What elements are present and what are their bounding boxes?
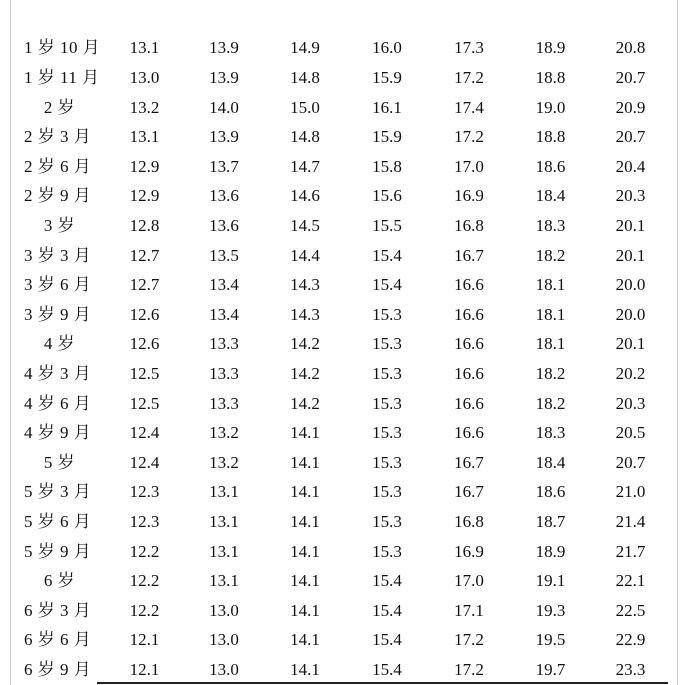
age-cell: 2 岁 3 月 xyxy=(24,127,92,147)
value-cell: 20.4 xyxy=(615,156,646,176)
age-cell: 5 岁 xyxy=(43,452,76,472)
table-row xyxy=(14,299,670,329)
value-cell: 13.1 xyxy=(209,482,239,502)
value-cell: 20.3 xyxy=(615,186,646,206)
age-cell: 1 岁 11 月 xyxy=(24,67,100,87)
value-cell: 20.0 xyxy=(615,304,646,324)
value-cell: 17.4 xyxy=(454,97,484,117)
value-cell: 23.3 xyxy=(615,660,646,680)
value-cell: 20.5 xyxy=(615,423,646,443)
value-cell: 13.3 xyxy=(209,364,239,383)
value-cell: 13.4 xyxy=(209,304,239,324)
table-row xyxy=(14,655,670,685)
value-cell: 12.8 xyxy=(129,215,160,235)
value-cell: 13.0 xyxy=(209,600,239,620)
value-cell: 15.3 xyxy=(372,334,402,354)
value-cell: 14.7 xyxy=(290,156,320,176)
value-cell: 14.1 xyxy=(290,482,320,502)
value-cell: 13.3 xyxy=(209,393,239,413)
growth-reference-table xyxy=(14,33,670,684)
value-cell: 15.9 xyxy=(372,67,402,87)
value-cell: 16.6 xyxy=(454,334,484,354)
age-cell: 4 岁 6 月 xyxy=(24,393,92,413)
value-cell: 13.0 xyxy=(209,630,239,650)
value-cell: 12.6 xyxy=(129,304,160,324)
value-cell: 16.1 xyxy=(372,97,402,117)
value-cell: 14.1 xyxy=(290,600,320,620)
value-cell: 22.5 xyxy=(615,600,646,620)
value-cell: 18.9 xyxy=(535,38,566,58)
table-row xyxy=(14,63,670,93)
value-cell: 16.7 xyxy=(454,245,484,265)
value-cell: 14.6 xyxy=(290,186,320,206)
value-cell: 19.5 xyxy=(535,630,566,650)
value-cell: 12.1 xyxy=(129,630,160,650)
value-cell: 15.3 xyxy=(372,423,402,443)
value-cell: 15.4 xyxy=(372,600,402,620)
value-cell: 12.3 xyxy=(129,512,160,532)
value-cell: 17.2 xyxy=(454,67,484,87)
value-cell: 15.6 xyxy=(372,186,402,206)
value-cell: 16.6 xyxy=(454,393,484,413)
value-cell: 14.8 xyxy=(290,127,320,147)
value-cell: 14.9 xyxy=(290,38,320,58)
value-cell: 16.9 xyxy=(454,541,484,561)
age-cell: 5 岁 6 月 xyxy=(24,512,92,532)
age-cell: 2 岁 9 月 xyxy=(24,186,92,206)
value-cell: 13.2 xyxy=(209,452,239,472)
age-cell: 4 岁 9 月 xyxy=(24,423,92,443)
value-cell: 13.9 xyxy=(209,127,239,147)
value-cell: 14.1 xyxy=(290,423,320,443)
value-cell: 14.1 xyxy=(290,541,320,561)
table-row xyxy=(14,151,670,181)
value-cell: 17.3 xyxy=(454,38,484,58)
age-cell: 4 岁 xyxy=(43,334,76,354)
value-cell: 14.1 xyxy=(290,660,320,680)
value-cell: 12.2 xyxy=(129,600,160,620)
value-cell: 13.0 xyxy=(129,67,160,87)
value-cell: 15.3 xyxy=(372,482,402,502)
table-bottom-rule xyxy=(97,682,668,684)
value-cell: 14.5 xyxy=(290,215,320,235)
value-cell: 18.1 xyxy=(535,275,566,295)
value-cell: 14.1 xyxy=(290,452,320,472)
value-cell: 16.6 xyxy=(454,423,484,443)
value-cell: 14.3 xyxy=(290,304,320,324)
value-cell: 12.2 xyxy=(129,571,160,591)
value-cell: 15.3 xyxy=(372,512,402,532)
value-cell: 20.9 xyxy=(615,97,646,117)
value-cell: 18.4 xyxy=(535,186,566,206)
value-cell: 14.2 xyxy=(290,334,320,354)
age-cell: 3 岁 9 月 xyxy=(24,304,92,324)
value-cell: 18.7 xyxy=(535,512,566,532)
table-row xyxy=(14,240,670,270)
table-row xyxy=(14,536,670,566)
value-cell: 17.0 xyxy=(454,156,484,176)
value-cell: 20.3 xyxy=(615,393,646,413)
value-cell: 14.4 xyxy=(290,245,320,265)
value-cell: 12.4 xyxy=(129,452,160,472)
value-cell: 13.1 xyxy=(209,571,239,591)
table-row xyxy=(14,596,670,626)
value-cell: 18.8 xyxy=(535,67,566,87)
value-cell: 16.8 xyxy=(454,215,484,235)
table-row xyxy=(14,211,670,241)
age-cell: 3 岁 6 月 xyxy=(24,275,92,295)
value-cell: 20.1 xyxy=(615,334,646,354)
value-cell: 17.2 xyxy=(454,630,484,650)
value-cell: 18.2 xyxy=(535,245,566,265)
value-cell: 13.1 xyxy=(129,38,160,58)
table-row xyxy=(14,448,670,478)
value-cell: 17.1 xyxy=(454,600,484,620)
table-row xyxy=(14,566,670,596)
age-cell: 5 岁 3 月 xyxy=(24,482,92,502)
age-cell: 1 岁 10 月 xyxy=(24,38,101,58)
value-cell: 13.1 xyxy=(129,127,160,147)
value-cell: 18.9 xyxy=(535,541,566,561)
value-cell: 19.3 xyxy=(535,600,566,620)
value-cell: 13.7 xyxy=(209,156,239,176)
value-cell: 18.6 xyxy=(535,482,566,502)
table-row xyxy=(14,33,670,63)
age-cell: 2 岁 6 月 xyxy=(24,156,92,176)
value-cell: 14.3 xyxy=(290,275,320,295)
value-cell: 16.0 xyxy=(372,38,402,58)
age-cell: 6 岁 6 月 xyxy=(24,630,92,650)
value-cell: 18.3 xyxy=(535,423,566,443)
value-cell: 16.9 xyxy=(454,186,484,206)
value-cell: 13.3 xyxy=(209,334,239,354)
value-cell: 15.4 xyxy=(372,660,402,680)
value-cell: 16.6 xyxy=(454,364,484,383)
value-cell: 15.3 xyxy=(372,452,402,472)
value-cell: 20.1 xyxy=(615,215,646,235)
value-cell: 20.0 xyxy=(615,275,646,295)
age-cell: 2 岁 xyxy=(43,97,76,117)
value-cell: 12.3 xyxy=(129,482,160,502)
value-cell: 15.4 xyxy=(372,630,402,650)
value-cell: 20.7 xyxy=(615,127,646,147)
value-cell: 15.4 xyxy=(372,571,402,591)
value-cell: 20.7 xyxy=(615,452,646,472)
value-cell: 18.1 xyxy=(535,304,566,324)
value-cell: 12.4 xyxy=(129,423,160,443)
value-cell: 20.1 xyxy=(615,245,646,265)
value-cell: 19.0 xyxy=(535,97,566,117)
value-cell: 12.1 xyxy=(129,660,160,680)
value-cell: 13.1 xyxy=(209,512,239,532)
value-cell: 20.7 xyxy=(615,67,646,87)
value-cell: 13.9 xyxy=(209,38,239,58)
value-cell: 14.2 xyxy=(290,393,320,413)
value-cell: 18.6 xyxy=(535,156,566,176)
table-row xyxy=(14,388,670,418)
value-cell: 13.6 xyxy=(209,186,239,206)
value-cell: 19.1 xyxy=(535,571,566,591)
value-cell: 12.6 xyxy=(129,334,160,354)
value-cell: 12.5 xyxy=(129,393,160,413)
value-cell: 17.0 xyxy=(454,571,484,591)
value-cell: 13.4 xyxy=(209,275,239,295)
table-row xyxy=(14,507,670,537)
value-cell: 16.6 xyxy=(454,275,484,295)
value-cell: 18.3 xyxy=(535,215,566,235)
value-cell: 17.2 xyxy=(454,660,484,680)
age-cell: 6 岁 3 月 xyxy=(24,600,92,620)
table-row xyxy=(14,625,670,655)
table-row xyxy=(14,477,670,507)
table-row xyxy=(14,329,670,359)
value-cell: 12.7 xyxy=(129,275,160,295)
value-cell: 16.6 xyxy=(454,304,484,324)
table-body xyxy=(14,33,670,684)
value-cell: 15.0 xyxy=(290,97,320,117)
value-cell: 14.0 xyxy=(209,97,239,117)
table-row xyxy=(14,181,670,211)
age-cell: 3 岁 3 月 xyxy=(24,245,92,265)
value-cell: 14.2 xyxy=(290,364,320,383)
value-cell: 16.7 xyxy=(454,482,484,502)
value-cell: 16.7 xyxy=(454,452,484,472)
value-cell: 18.1 xyxy=(535,334,566,354)
value-cell: 20.2 xyxy=(615,364,646,383)
value-cell: 14.1 xyxy=(290,512,320,532)
value-cell: 18.8 xyxy=(535,127,566,147)
value-cell: 14.1 xyxy=(290,630,320,650)
value-cell: 15.3 xyxy=(372,364,402,383)
value-cell: 20.8 xyxy=(615,38,646,58)
value-cell: 15.4 xyxy=(372,275,402,295)
value-cell: 22.1 xyxy=(615,571,646,591)
age-cell: 6 岁 xyxy=(43,571,76,591)
age-cell: 4 岁 3 月 xyxy=(24,364,92,383)
age-cell: 3 岁 xyxy=(43,215,76,235)
table-row xyxy=(14,270,670,300)
table-row xyxy=(14,92,670,122)
table-row xyxy=(14,359,670,389)
value-cell: 21.7 xyxy=(615,541,646,561)
table-row xyxy=(14,122,670,152)
age-cell: 5 岁 9 月 xyxy=(24,541,92,561)
value-cell: 13.5 xyxy=(209,245,239,265)
value-cell: 15.3 xyxy=(372,304,402,324)
value-cell: 21.4 xyxy=(615,512,646,532)
value-cell: 15.5 xyxy=(372,215,402,235)
value-cell: 14.1 xyxy=(290,571,320,591)
value-cell: 18.2 xyxy=(535,393,566,413)
value-cell: 12.2 xyxy=(129,541,160,561)
value-cell: 15.3 xyxy=(372,541,402,561)
value-cell: 13.6 xyxy=(209,215,239,235)
value-cell: 13.2 xyxy=(129,97,160,117)
value-cell: 15.8 xyxy=(372,156,402,176)
value-cell: 14.8 xyxy=(290,67,320,87)
value-cell: 15.9 xyxy=(372,127,402,147)
value-cell: 12.9 xyxy=(129,156,160,176)
age-cell: 6 岁 9 月 xyxy=(24,660,92,680)
value-cell: 21.0 xyxy=(615,482,646,502)
value-cell: 12.9 xyxy=(129,186,160,206)
value-cell: 13.2 xyxy=(209,423,239,443)
value-cell: 13.1 xyxy=(209,541,239,561)
value-cell: 22.9 xyxy=(615,630,646,650)
value-cell: 12.5 xyxy=(129,364,160,383)
value-cell: 13.9 xyxy=(209,67,239,87)
value-cell: 18.2 xyxy=(535,364,566,383)
value-cell: 13.0 xyxy=(209,660,239,680)
value-cell: 12.7 xyxy=(129,245,160,265)
value-cell: 15.3 xyxy=(372,393,402,413)
value-cell: 16.8 xyxy=(454,512,484,532)
value-cell: 18.4 xyxy=(535,452,566,472)
value-cell: 19.7 xyxy=(535,660,566,680)
value-cell: 17.2 xyxy=(454,127,484,147)
value-cell: 15.4 xyxy=(372,245,402,265)
table-row xyxy=(14,418,670,448)
